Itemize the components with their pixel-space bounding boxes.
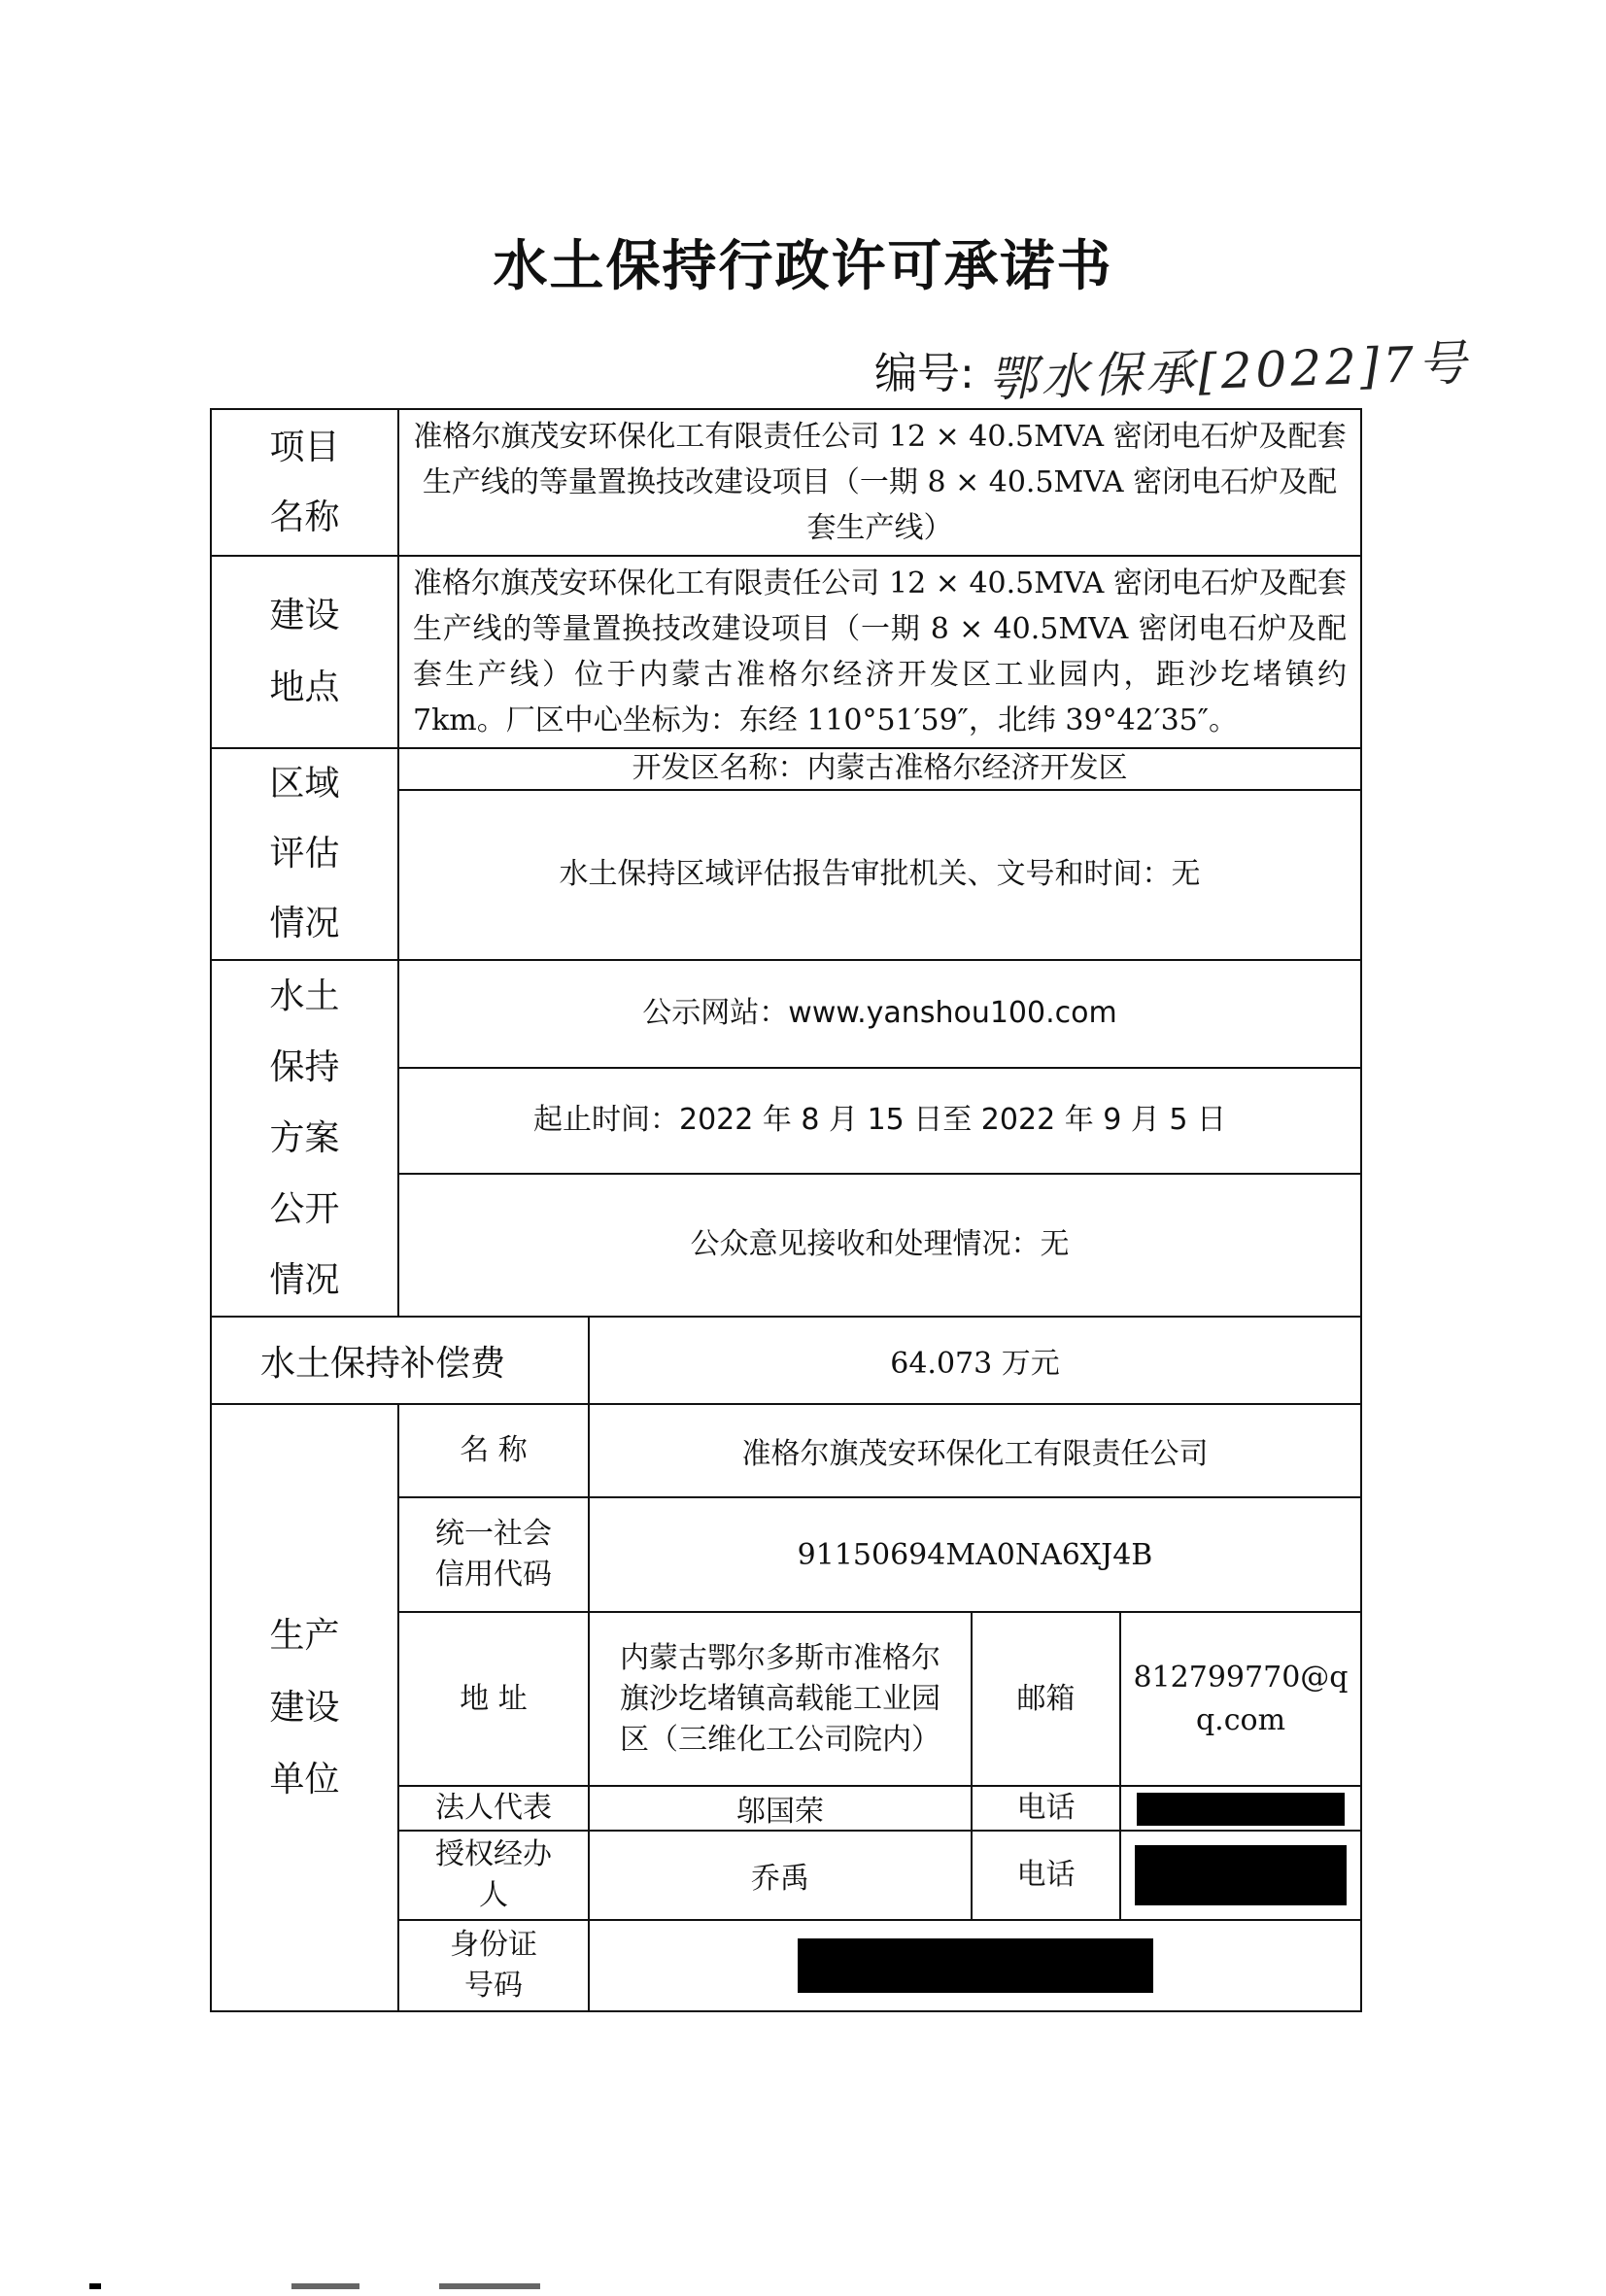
legal-label: 法人代表 bbox=[398, 1786, 589, 1831]
location-label: 建设地点 bbox=[211, 556, 398, 748]
permit-form-table bbox=[210, 408, 1362, 2012]
scan-artifact bbox=[89, 2283, 101, 2289]
row-disclosure-1 bbox=[211, 960, 1361, 1068]
row-fee bbox=[211, 1317, 1361, 1404]
legal-phone-label: 电话 bbox=[972, 1786, 1120, 1831]
regional-approval: 水土保持区域评估报告审批机关、文号和时间：无 bbox=[398, 790, 1361, 960]
disclosure-feedback: 公众意见接收和处理情况：无 bbox=[398, 1174, 1361, 1317]
unit-label: 生产建设单位 bbox=[211, 1404, 398, 2011]
address-value: 内蒙古鄂尔多斯市准格尔旗沙圪堵镇高载能工业园区（三维化工公司院内） bbox=[589, 1612, 972, 1786]
row-unit-name bbox=[211, 1404, 1361, 1497]
unit-name-value: 准格尔旗茂安环保化工有限责任公司 bbox=[589, 1404, 1361, 1497]
row-project-name bbox=[211, 409, 1361, 556]
regional-label: 区域评估情况 bbox=[211, 748, 398, 960]
disclosure-label: 水土保持方案公开情况 bbox=[211, 960, 398, 1317]
agent-label: 授权经办人 bbox=[398, 1831, 589, 1920]
disclosure-website: 公示网站：www.yanshou100.com bbox=[398, 960, 1361, 1068]
project-name-label: 项目名称 bbox=[211, 409, 398, 556]
project-name-value: 准格尔旗茂安环保化工有限责任公司 12 × 40.5MVA 密闭电石炉及配套生产线的等量置换技改建设项目（一期 8 × 40.5MVA 密闭电石炉及配套生产线） bbox=[398, 409, 1361, 556]
address-label: 地 址 bbox=[398, 1612, 589, 1786]
regional-zone-name: 开发区名称：内蒙古准格尔经济开发区 bbox=[398, 748, 1361, 790]
credit-value: 91150694MA0NA6XJ4B bbox=[589, 1497, 1361, 1612]
email-value: 812799770@qq.com bbox=[1120, 1612, 1361, 1786]
unit-name-label: 名 称 bbox=[398, 1404, 589, 1497]
id-label: 身份证号码 bbox=[398, 1920, 589, 2011]
legal-value: 邬国荣 bbox=[589, 1786, 972, 1831]
scan-artifact bbox=[291, 2283, 359, 2289]
handwritten-number: 鄂水保承[2022]7号 bbox=[987, 334, 1471, 408]
row-regional-1 bbox=[211, 748, 1361, 790]
agent-phone-value bbox=[1120, 1831, 1361, 1920]
email-label: 邮箱 bbox=[972, 1612, 1120, 1786]
scan-artifact bbox=[439, 2283, 540, 2289]
redaction-bar bbox=[798, 1938, 1153, 1993]
redaction-bar bbox=[1135, 1845, 1347, 1905]
id-value bbox=[589, 1920, 1361, 2011]
credit-label: 统一社会信用代码 bbox=[398, 1497, 589, 1612]
redaction-bar bbox=[1137, 1793, 1345, 1826]
document-number bbox=[874, 332, 1471, 408]
agent-value: 乔禹 bbox=[589, 1831, 972, 1920]
legal-phone-value bbox=[1120, 1786, 1361, 1831]
agent-phone-label: 电话 bbox=[972, 1831, 1120, 1920]
fee-value: 64.073 万元 bbox=[589, 1317, 1361, 1404]
row-location bbox=[211, 556, 1361, 748]
location-value: 准格尔旗茂安环保化工有限责任公司 12 × 40.5MVA 密闭电石炉及配套生产线的等量置换技改建设项目（一期 8 × 40.5MVA 密闭电石炉及配套生产线）位于内蒙古准格尔经济开发区工业园内，距沙圪堵镇约 7km。厂区中心坐标为：东经 110°51′59″，北纬 39°42′35″。 bbox=[398, 556, 1361, 748]
fee-label: 水土保持补偿费 bbox=[211, 1317, 589, 1404]
number-label: 编号: bbox=[874, 349, 974, 398]
disclosure-period: 起止时间：2022 年 8 月 15 日至 2022 年 9 月 5 日 bbox=[398, 1068, 1361, 1174]
document-title: 水土保持行政许可承诺书 bbox=[493, 235, 1113, 298]
